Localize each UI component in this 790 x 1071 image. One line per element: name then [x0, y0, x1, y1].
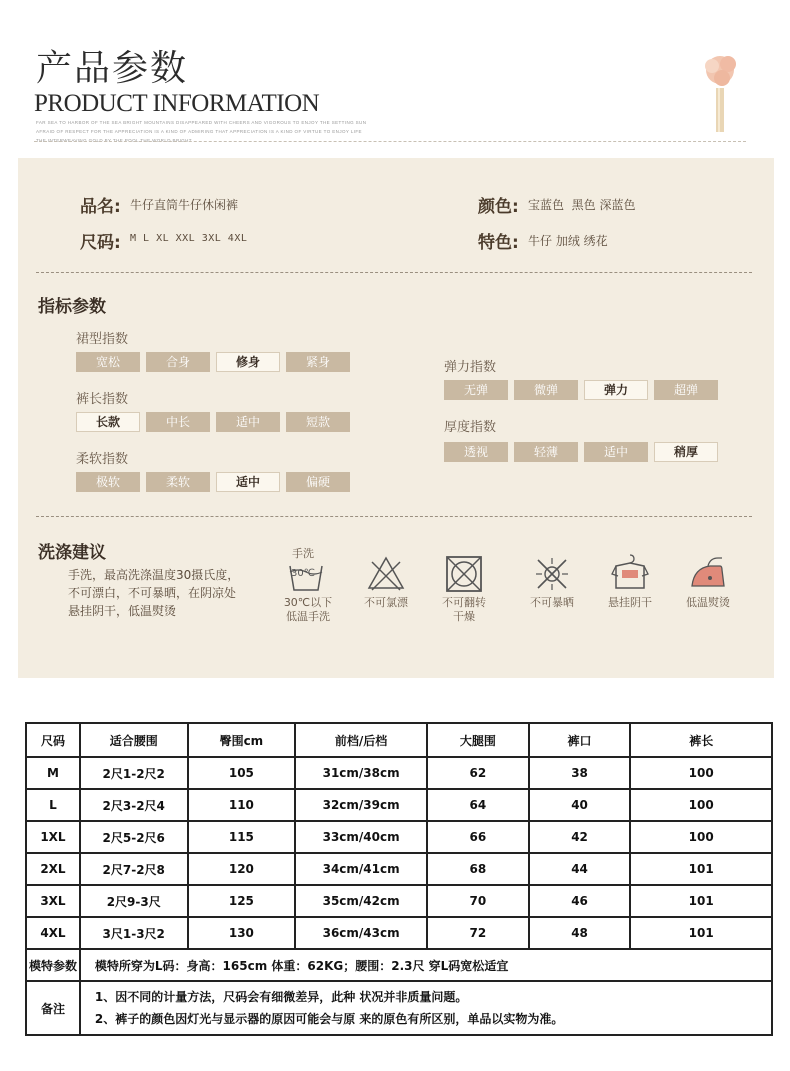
fine-print-line: THE INTERWEAVING GOLD BY THE POOL THE WORLD BRIGHT [36, 138, 192, 143]
table-cell: 35cm/42cm [295, 885, 427, 917]
option-chip: 适中 [584, 442, 648, 462]
option-chip: 柔软 [146, 472, 210, 492]
table-cell: 66 [427, 821, 529, 853]
wash-line: 手洗，最高洗涤温度30摄氏度， [68, 568, 240, 582]
table-cell: 125 [188, 885, 296, 917]
option-chip: 宽松 [76, 352, 140, 372]
index-label: 厚度指数 [444, 420, 497, 435]
index-label: 裙型指数 [76, 332, 129, 347]
wash-line: 不可漂白，不可暴晒，在阴凉处 [68, 586, 237, 600]
table-cell: 64 [427, 789, 529, 821]
table-cell: 48 [529, 917, 631, 949]
wash-icon-label: 低温熨烫 [686, 596, 730, 609]
table-cell: 46 [529, 885, 631, 917]
table-cell: 100 [630, 789, 772, 821]
model-text: 模特所穿为L码：身高：165cm 体重：62KG；腰围：2.3尺 穿L码宽松适宜 [80, 949, 772, 981]
table-cell: 3尺1-3尺2 [80, 917, 188, 949]
wash-title: 洗涤建议 [38, 543, 106, 563]
index-label: 弹力指数 [444, 360, 497, 375]
table-cell: 42 [529, 821, 631, 853]
option-chip: 极软 [76, 472, 140, 492]
table-row [26, 757, 772, 789]
table-cell: 40 [529, 789, 631, 821]
table-cell: 120 [188, 853, 296, 885]
table-cell: 72 [427, 917, 529, 949]
table-cell: 32cm/39cm [295, 789, 427, 821]
remark-line: 1、因不同的计量方法，尺码会有细微差异，此种 状况并非质量问题。 [94, 990, 468, 1004]
page-title-cn: 产品参数 [36, 48, 189, 89]
option-chip: 偏硬 [286, 472, 350, 492]
option-chip-selected: 适中 [216, 472, 280, 492]
table-cell: 100 [630, 757, 772, 789]
fine-print-line: AFRAID OF RESPECT FOR THE APPRECIATION IS A KIND OF ADMIRING THAT APPRECIATION IS A KIND OF VIRTUE TO ENJOY LIFE [36, 129, 362, 134]
table-row [26, 789, 772, 821]
model-row [26, 949, 772, 981]
table-header-row [26, 723, 772, 757]
page-title-en: PRODUCT INFORMATION [34, 90, 320, 117]
option-chip: 微弹 [514, 380, 578, 400]
section-divider [36, 516, 752, 517]
table-header-cell: 尺码 [26, 723, 80, 757]
option-chip-selected: 长款 [76, 412, 140, 432]
table-cell: 34cm/41cm [295, 853, 427, 885]
name-label: 品名: [80, 197, 121, 217]
fine-print-line: FAR SEA TO HARBOR OF THE SEA BRIGHT MOUNTAINS DISAPPEARED WITH CHEERS AND VIGOROUS TO ENJOY THE SETTING SUN [36, 120, 367, 125]
option-chip: 超弹 [654, 380, 718, 400]
table-cell: 100 [630, 821, 772, 853]
wash-instructions [68, 566, 239, 620]
table-header-cell: 大腿围 [427, 723, 529, 757]
table-cell: 3XL [26, 885, 80, 917]
model-label: 模特参数 [26, 949, 80, 981]
flower-vase-decoration [700, 52, 746, 134]
table-cell: 70 [427, 885, 529, 917]
table-cell: 2尺9-3尺 [80, 885, 188, 917]
table-row [26, 917, 772, 949]
color-value: 宝蓝色 黑色 深蓝色 [528, 198, 636, 212]
option-chip: 适中 [216, 412, 280, 432]
table-cell: 38 [529, 757, 631, 789]
size-table [25, 722, 773, 1036]
no-bleach-icon [366, 554, 406, 594]
table-cell: 101 [630, 885, 772, 917]
low-iron-icon [688, 554, 728, 594]
index-label: 裤长指数 [76, 392, 129, 407]
table-cell: 1XL [26, 821, 80, 853]
table-cell: 2尺5-2尺6 [80, 821, 188, 853]
remark-line: 2、裤子的颜色因灯光与显示器的原因可能会与原 来的原色有所区别，单品以实物为准。 [94, 1012, 564, 1026]
table-cell: 36cm/43cm [295, 917, 427, 949]
table-header-cell: 适合腰围 [80, 723, 188, 757]
table-cell: 101 [630, 853, 772, 885]
table-cell: 2XL [26, 853, 80, 885]
size-label: 尺码: [80, 233, 121, 253]
table-header-cell: 裤口 [529, 723, 631, 757]
table-cell: 2尺3-2尺4 [80, 789, 188, 821]
feature-value: 牛仔 加绒 绣花 [528, 234, 608, 248]
remark-label: 备注 [26, 981, 80, 1035]
table-cell: 105 [188, 757, 296, 789]
table-cell: 4XL [26, 917, 80, 949]
hand-wash-caption: 手洗 [292, 547, 314, 560]
hang-dry-icon [610, 552, 650, 592]
option-chip: 无弹 [444, 380, 508, 400]
size-value: M L XL XXL 3XL 4XL [130, 233, 248, 244]
no-tumble-dry-icon [444, 554, 484, 594]
wash-icon-label: 不可暴晒 [530, 596, 574, 609]
table-cell: 33cm/40cm [295, 821, 427, 853]
table-cell: 110 [188, 789, 296, 821]
wash-icon-label: 30℃以下 低温手洗 [283, 596, 333, 623]
table-header-cell: 前档/后档 [295, 723, 427, 757]
table-cell: 62 [427, 757, 529, 789]
wash-line: 悬挂阴干，低温熨烫 [68, 604, 177, 618]
indices-title: 指标参数 [38, 297, 106, 317]
option-chip-selected: 弹力 [584, 380, 648, 400]
table-cell: 31cm/38cm [295, 757, 427, 789]
option-chip: 中长 [146, 412, 210, 432]
index-label: 柔软指数 [76, 452, 129, 467]
table-cell: 130 [188, 917, 296, 949]
wash-icon-label: 悬挂阴干 [608, 596, 652, 609]
wash-icon-label: 不可翻转 干燥 [442, 596, 486, 623]
wash-icon-label: 不可氯漂 [364, 596, 408, 609]
color-label: 颜色: [478, 197, 519, 217]
option-chip: 合身 [146, 352, 210, 372]
table-cell: 115 [188, 821, 296, 853]
option-chip: 短款 [286, 412, 350, 432]
table-header-cell: 裤长 [630, 723, 772, 757]
table-cell: 2尺7-2尺8 [80, 853, 188, 885]
table-row [26, 821, 772, 853]
name-value: 牛仔直筒牛仔休闲裤 [130, 198, 239, 212]
table-cell: 44 [529, 853, 631, 885]
option-chip-selected: 修身 [216, 352, 280, 372]
table-cell: L [26, 789, 80, 821]
remark-row [26, 981, 772, 1035]
table-cell: 101 [630, 917, 772, 949]
table-cell: 2尺1-2尺2 [80, 757, 188, 789]
no-sun-icon [532, 554, 572, 594]
wash-temp: 30℃ [291, 568, 315, 579]
header-divider [34, 141, 746, 142]
table-cell: M [26, 757, 80, 789]
option-chip: 轻薄 [514, 442, 578, 462]
section-divider [36, 272, 752, 273]
feature-label: 特色: [478, 233, 519, 253]
table-row [26, 853, 772, 885]
table-row [26, 885, 772, 917]
remark-text [80, 981, 772, 1035]
option-chip: 透视 [444, 442, 508, 462]
table-header-cell: 臀围cm [188, 723, 296, 757]
option-chip: 紧身 [286, 352, 350, 372]
option-chip-selected: 稍厚 [654, 442, 718, 462]
table-cell: 68 [427, 853, 529, 885]
